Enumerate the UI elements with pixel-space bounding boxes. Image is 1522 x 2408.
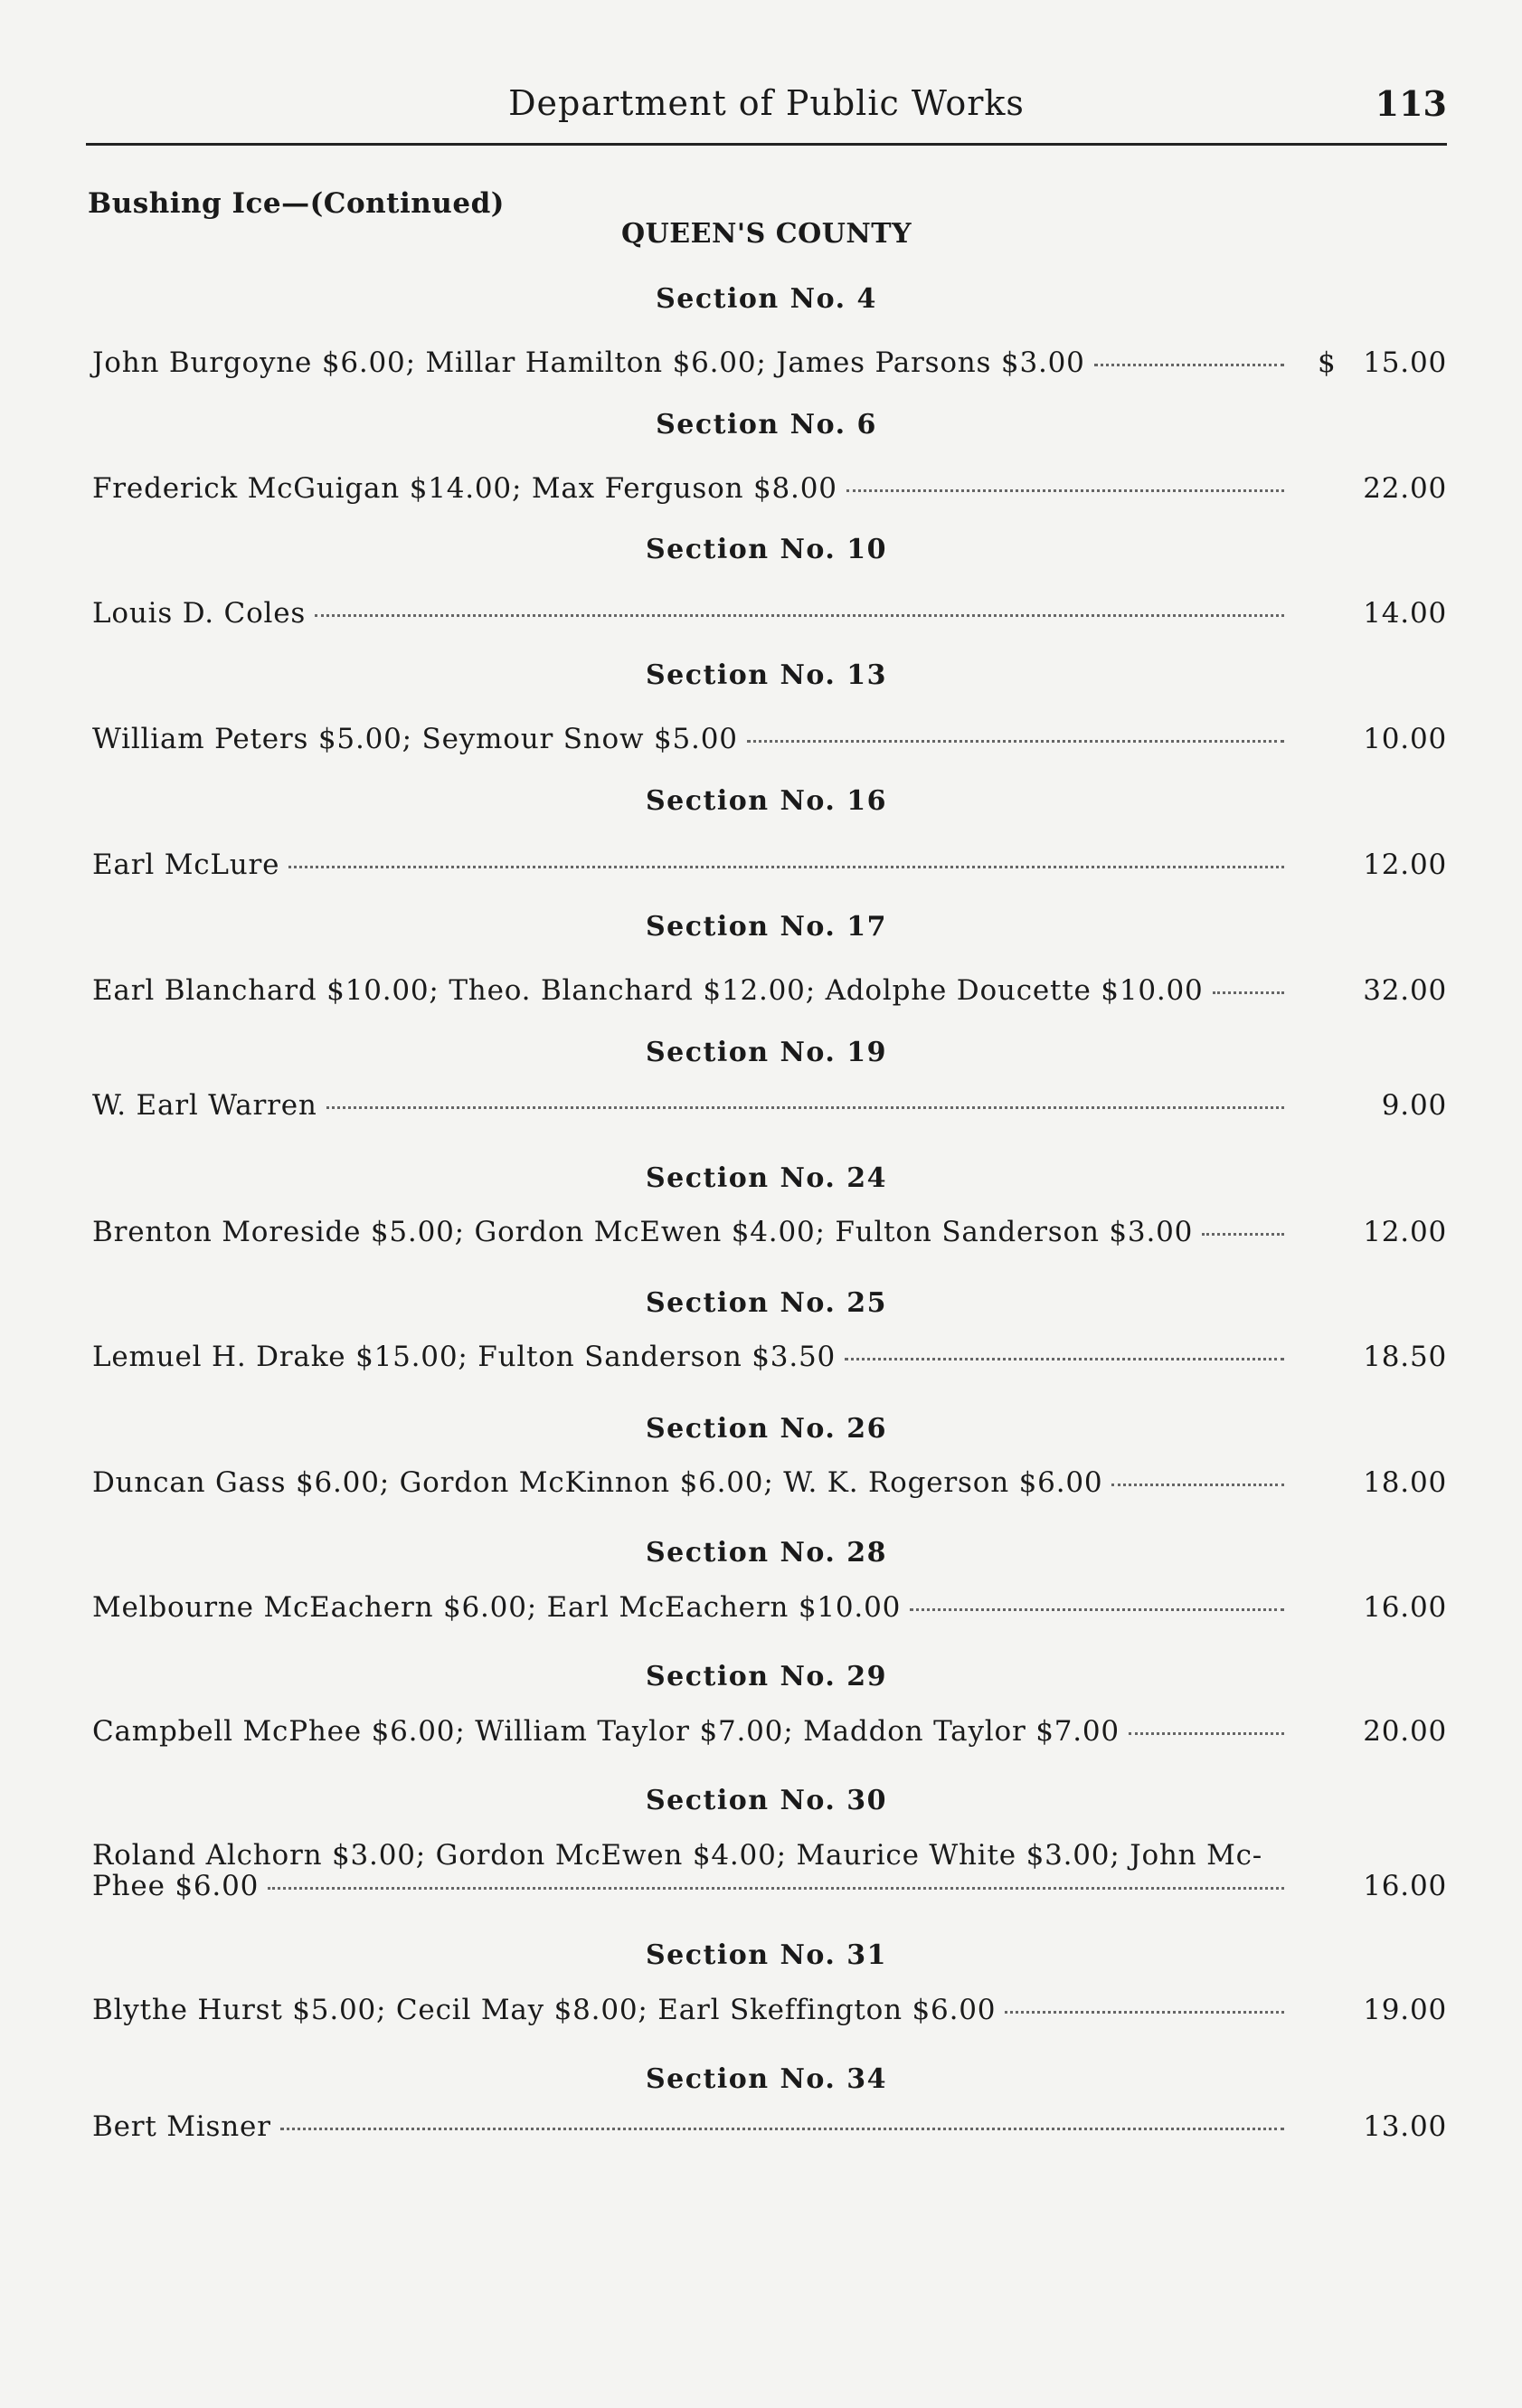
entry-amount: 18.50 <box>1363 1341 1447 1373</box>
entry-text: Campbell McPhee $6.00; William Taylor $7.00; Maddon Taylor $7.00 <box>92 1715 1120 1748</box>
dot-leader <box>326 1106 1284 1109</box>
entry-leader-line <box>92 472 1284 505</box>
entry-leader-line <box>92 1216 1284 1248</box>
entry-text: Duncan Gass $6.00; Gordon McKinnon $6.00; W. K. Rogerson $6.00 <box>92 1466 1103 1499</box>
entry-text: Blythe Hurst $5.00; Cecil May $8.00; Earl Skeffington $6.00 <box>92 1994 997 2026</box>
section-title: Section No. 19 <box>645 1037 888 1068</box>
entry-amount: 16.00 <box>1363 1870 1447 1902</box>
entry-leader-line <box>92 1341 1284 1373</box>
entry-amount: 13.00 <box>1363 2110 1447 2143</box>
section-title: Section No. 10 <box>645 534 888 565</box>
entry-leader-line <box>92 1870 1284 1902</box>
section-entry <box>92 1341 1447 1375</box>
entry-leader-line <box>92 1715 1284 1748</box>
entry-amount: 19.00 <box>1363 1994 1447 2026</box>
entry-amount: 18.00 <box>1363 1466 1447 1499</box>
section-title: Section No. 26 <box>645 1413 888 1445</box>
entry-amount: 22.00 <box>1363 472 1447 505</box>
entry-amount: 12.00 <box>1363 848 1447 881</box>
dot-leader <box>1213 991 1284 994</box>
entry-text: John Burgoyne $6.00; Millar Hamilton $6.00; James Parsons $3.00 <box>92 346 1085 379</box>
entry-leader-line <box>92 723 1284 755</box>
section-title: Section No. 6 <box>656 409 877 441</box>
entry-leader-line <box>92 848 1284 881</box>
entry-amount: 12.00 <box>1363 1216 1447 1248</box>
page-number: 113 <box>1375 83 1447 124</box>
entry-leader-line <box>92 597 1284 630</box>
entry-text: William Peters $5.00; Seymour Snow $5.00 <box>92 723 738 755</box>
entry-amount: 9.00 <box>1381 1089 1447 1122</box>
continued-heading: Bushing Ice—(Continued) <box>88 187 505 220</box>
entry-text: Frederick McGuigan $14.00; Max Ferguson $8.00 <box>92 472 837 505</box>
section-title: Section No. 34 <box>645 2063 888 2095</box>
section-entry <box>92 848 1447 883</box>
dot-leader <box>846 489 1284 492</box>
section-title: Section No. 13 <box>645 659 888 691</box>
section-title: Section No. 24 <box>645 1162 888 1194</box>
entry-leader-line <box>92 1591 1284 1624</box>
section-title: Section No. 17 <box>645 911 888 943</box>
dot-leader <box>1202 1233 1284 1236</box>
entry-amount: 10.00 <box>1363 723 1447 755</box>
section-title: Section No. 25 <box>645 1287 888 1319</box>
section-title: Section No. 16 <box>645 785 888 817</box>
section-entry <box>92 1839 1447 1904</box>
section-entry <box>92 1089 1447 1123</box>
section-entry <box>92 472 1447 507</box>
section-title: Section No. 29 <box>645 1661 888 1692</box>
currency-symbol: $ <box>1318 346 1337 379</box>
entry-text-line1: Roland Alchorn $3.00; Gordon McEwen $4.00; Maurice White $3.00; John Mc- <box>92 1839 1263 1872</box>
section-entry <box>92 1216 1447 1250</box>
section-title: Section No. 31 <box>645 1939 888 1971</box>
entry-amount: 14.00 <box>1363 597 1447 630</box>
section-entry <box>92 723 1447 757</box>
entry-text: Earl Blanchard $10.00; Theo. Blanchard $12.00; Adolphe Doucette $10.00 <box>92 974 1204 1007</box>
entry-text: W. Earl Warren <box>92 1089 317 1122</box>
section-entry <box>92 1715 1447 1749</box>
section-entry <box>92 2110 1447 2145</box>
header-rule <box>86 143 1447 146</box>
dot-leader <box>268 1887 1284 1890</box>
entry-text: Phee $6.00 <box>92 1870 260 1902</box>
dot-leader <box>1111 1484 1284 1486</box>
dot-leader <box>315 614 1284 617</box>
section-title: Section No. 28 <box>645 1537 888 1569</box>
header-title: Department of Public Works <box>508 83 1025 123</box>
section-entry <box>92 1466 1447 1501</box>
section-entry <box>92 597 1447 631</box>
entry-text: Bert Misner <box>92 2110 271 2143</box>
entry-leader-line <box>92 974 1284 1007</box>
section-entry <box>92 1591 1447 1626</box>
section-entry <box>92 1994 1447 2028</box>
county-heading: QUEEN'S COUNTY <box>620 218 912 250</box>
entry-leader-line <box>92 1994 1284 2026</box>
entry-leader-line <box>92 1089 1284 1122</box>
dot-leader <box>1005 2011 1284 2014</box>
dot-leader <box>288 866 1284 868</box>
entry-leader-line <box>92 2110 1284 2143</box>
dot-leader <box>280 2128 1284 2130</box>
entry-leader-line <box>92 346 1284 379</box>
entry-text: Brenton Moreside $5.00; Gordon McEwen $4.00; Fulton Sanderson $3.00 <box>92 1216 1194 1248</box>
entry-text: Earl McLure <box>92 848 280 881</box>
section-title: Section No. 4 <box>656 283 877 315</box>
entry-leader-line <box>92 1466 1284 1499</box>
dot-leader <box>747 740 1284 743</box>
dot-leader <box>910 1608 1284 1611</box>
entry-amount: 15.00 <box>1363 346 1447 379</box>
entry-text: Louis D. Coles <box>92 597 307 630</box>
section-entry <box>92 346 1447 381</box>
dot-leader <box>1129 1732 1284 1735</box>
page-header <box>86 83 1447 137</box>
dot-leader <box>1094 364 1284 366</box>
section-entry <box>92 974 1447 1009</box>
entry-text: Melbourne McEachern $6.00; Earl McEachern $10.00 <box>92 1591 902 1624</box>
section-title: Section No. 30 <box>645 1785 888 1816</box>
entry-amount: 16.00 <box>1363 1591 1447 1624</box>
dot-leader <box>845 1358 1284 1360</box>
entry-amount: 32.00 <box>1363 974 1447 1007</box>
entry-amount: 20.00 <box>1363 1715 1447 1748</box>
entry-text: Lemuel H. Drake $15.00; Fulton Sanderson $3.50 <box>92 1341 837 1373</box>
